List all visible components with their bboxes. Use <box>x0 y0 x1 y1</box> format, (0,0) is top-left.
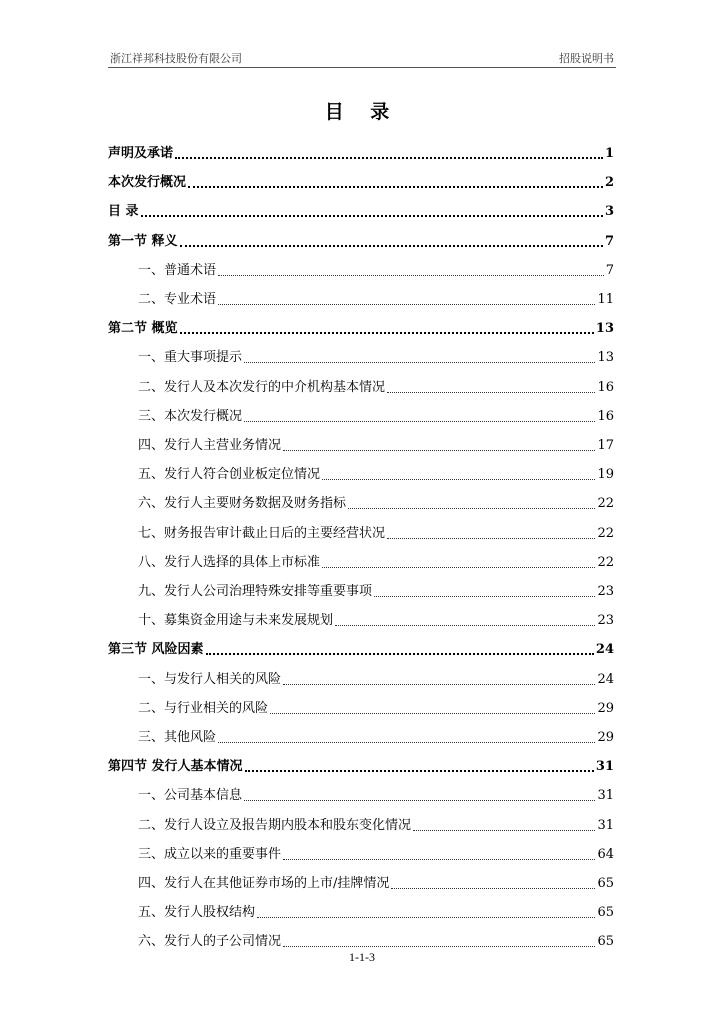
toc-entry[interactable] <box>108 753 614 775</box>
toc-entry[interactable] <box>108 169 614 191</box>
toc-entry-label: 声明及承诺 <box>108 146 174 161</box>
toc-entry-label: 七、财务报告审计截止日后的主要经营状况 <box>138 525 386 541</box>
toc-leader-dots <box>283 859 595 860</box>
toc-entry[interactable] <box>108 928 614 950</box>
toc-entry-page: 64 <box>597 846 614 862</box>
toc-entry-label: 十、募集资金用途与未来发展规划 <box>138 613 334 629</box>
toc-entry-page: 16 <box>597 379 614 395</box>
toc-leader-dots <box>335 625 595 626</box>
toc-entry-label: 二、发行人设立及报告期内股本和股东变化情况 <box>138 817 412 833</box>
toc-entry-page: 65 <box>597 934 614 950</box>
toc-entry-label: 一、重大事项提示 <box>138 350 243 366</box>
toc-entry[interactable] <box>108 812 614 834</box>
toc-entry[interactable] <box>108 666 614 688</box>
toc-leader-dots <box>244 362 595 363</box>
toc-entry[interactable] <box>108 344 614 366</box>
toc-leader-dots <box>348 508 595 509</box>
toc-entry-page: 31 <box>597 788 614 804</box>
toc-entry-label: 三、本次发行概况 <box>138 408 243 424</box>
toc-entry-page: 24 <box>597 671 614 687</box>
toc-leader-dots <box>387 392 595 393</box>
company-name: 浙江祥邦科技股份有限公司 <box>110 52 242 65</box>
toc-entry[interactable] <box>108 228 614 250</box>
toc-entry-label: 第二节 概览 <box>108 321 178 337</box>
toc-entry[interactable] <box>108 432 614 454</box>
toc-entry[interactable] <box>108 198 614 220</box>
toc-entry[interactable] <box>108 695 614 717</box>
toc-leader-dots <box>413 830 595 831</box>
toc-entry-label: 三、其他风险 <box>138 730 217 745</box>
toc-entry-label: 第一节 释义 <box>108 233 178 249</box>
toc-entry-label: 二、与行业相关的风险 <box>138 700 269 716</box>
toc-entry-page: 22 <box>597 525 614 541</box>
toc-entry-label: 本次发行概况 <box>108 175 187 191</box>
toc-entry-label: 五、发行人股权结构 <box>138 905 256 921</box>
toc-leader-dots <box>206 653 594 655</box>
toc-entry[interactable] <box>108 490 614 512</box>
toc-entry-page: 7 <box>605 262 614 278</box>
toc-leader-dots <box>283 946 595 947</box>
toc-entry-label: 二、发行人及本次发行的中介机构基本情况 <box>138 379 386 395</box>
toc-leader-dots <box>374 596 595 597</box>
toc-leader-dots <box>188 186 603 188</box>
toc-entry[interactable] <box>108 374 614 396</box>
toc-entry[interactable] <box>108 841 614 863</box>
toc-leader-dots <box>141 215 603 217</box>
toc-leader-dots <box>283 684 595 685</box>
toc-entry[interactable] <box>108 724 614 746</box>
toc-entry-label: 一、普通术语 <box>138 262 217 278</box>
toc-entry-page: 31 <box>595 759 614 775</box>
toc-entry-page: 13 <box>597 350 614 366</box>
toc-entry-page: 23 <box>597 613 614 629</box>
header-divider <box>108 67 616 68</box>
toc-entry-page: 16 <box>597 408 614 424</box>
toc-leader-dots <box>245 770 594 772</box>
toc-entry-page: 19 <box>597 467 614 483</box>
toc-leader-dots <box>387 538 595 539</box>
toc-entry-page: 23 <box>597 584 614 599</box>
toc-leader-dots <box>283 450 595 451</box>
toc-entry[interactable] <box>108 520 614 542</box>
toc-leader-dots <box>218 304 595 305</box>
toc-leader-dots <box>180 245 603 247</box>
toc-entry[interactable] <box>108 286 614 308</box>
toc-entry-label: 一、公司基本信息 <box>138 788 243 804</box>
toc-entry-page: 2 <box>604 175 614 191</box>
toc-entry[interactable] <box>108 578 614 600</box>
toc-entry-label: 目 录 <box>108 204 139 220</box>
toc-leader-dots <box>257 917 595 918</box>
toc-entry-label: 六、发行人主要财务数据及财务指标 <box>138 496 347 512</box>
page-number: 1-1-3 <box>349 950 375 964</box>
toc-entry[interactable] <box>108 607 614 629</box>
toc-entry-label: 二、专业术语 <box>138 292 217 307</box>
toc-entry-page: 3 <box>604 204 614 220</box>
toc-entry-label: 八、发行人选择的具体上市标准 <box>138 554 321 570</box>
toc-leader-dots <box>270 713 595 714</box>
toc-entry[interactable] <box>108 140 614 162</box>
toc-entry-label: 三、成立以来的重要事件 <box>138 846 282 862</box>
page-header <box>108 50 616 66</box>
toc-entry-page: 22 <box>597 554 614 570</box>
toc-entry-page: 24 <box>595 642 614 658</box>
toc-entry-page: 29 <box>597 730 614 745</box>
toc-entry[interactable] <box>108 899 614 921</box>
toc-entry-page: 17 <box>597 438 614 453</box>
toc-entry[interactable] <box>108 549 614 571</box>
toc-leader-dots <box>244 421 595 422</box>
toc-entry[interactable] <box>108 782 614 804</box>
toc-leader-dots <box>180 332 594 334</box>
toc-entry[interactable] <box>108 636 614 658</box>
toc-entry-page: 29 <box>597 700 614 716</box>
toc-leader-dots <box>322 479 595 480</box>
toc-leader-dots <box>244 800 595 801</box>
toc-entry-page: 65 <box>597 905 614 921</box>
toc-entry-label: 九、发行人公司治理特殊安排等重要事项 <box>138 584 373 599</box>
toc-leader-dots <box>218 742 595 743</box>
toc-entry[interactable] <box>108 461 614 483</box>
toc-entry-page: 22 <box>597 496 614 512</box>
toc-entry[interactable] <box>108 870 614 892</box>
toc-entry-label: 第四节 发行人基本情况 <box>108 759 243 775</box>
toc-leader-dots <box>218 275 604 276</box>
toc-entry-label: 一、与发行人相关的风险 <box>138 671 282 687</box>
toc-entry[interactable] <box>108 403 614 425</box>
toc-entry-page: 31 <box>597 817 614 833</box>
toc-leader-dots <box>322 567 595 568</box>
toc-entry-label: 四、发行人在其他证券市场的上市/挂牌情况 <box>138 876 390 891</box>
toc-entry[interactable] <box>108 315 614 337</box>
toc-entry-page: 11 <box>597 292 614 307</box>
toc-entry-page: 65 <box>597 876 614 891</box>
toc-entry-label: 五、发行人符合创业板定位情况 <box>138 467 321 483</box>
toc-leader-dots <box>175 157 603 159</box>
toc-entry-label: 四、发行人主营业务情况 <box>138 438 282 453</box>
document-type: 招股说明书 <box>559 52 614 65</box>
toc-entry-page: 1 <box>604 146 614 161</box>
toc-entry-page: 13 <box>595 321 614 337</box>
toc-entry-label: 第三节 风险因素 <box>108 642 204 658</box>
toc-entry[interactable] <box>108 257 614 279</box>
toc-entry-label: 六、发行人的子公司情况 <box>138 934 282 950</box>
page-title: 目 录 <box>324 101 400 123</box>
toc-entry-page: 7 <box>604 233 614 249</box>
toc-leader-dots <box>391 888 595 889</box>
